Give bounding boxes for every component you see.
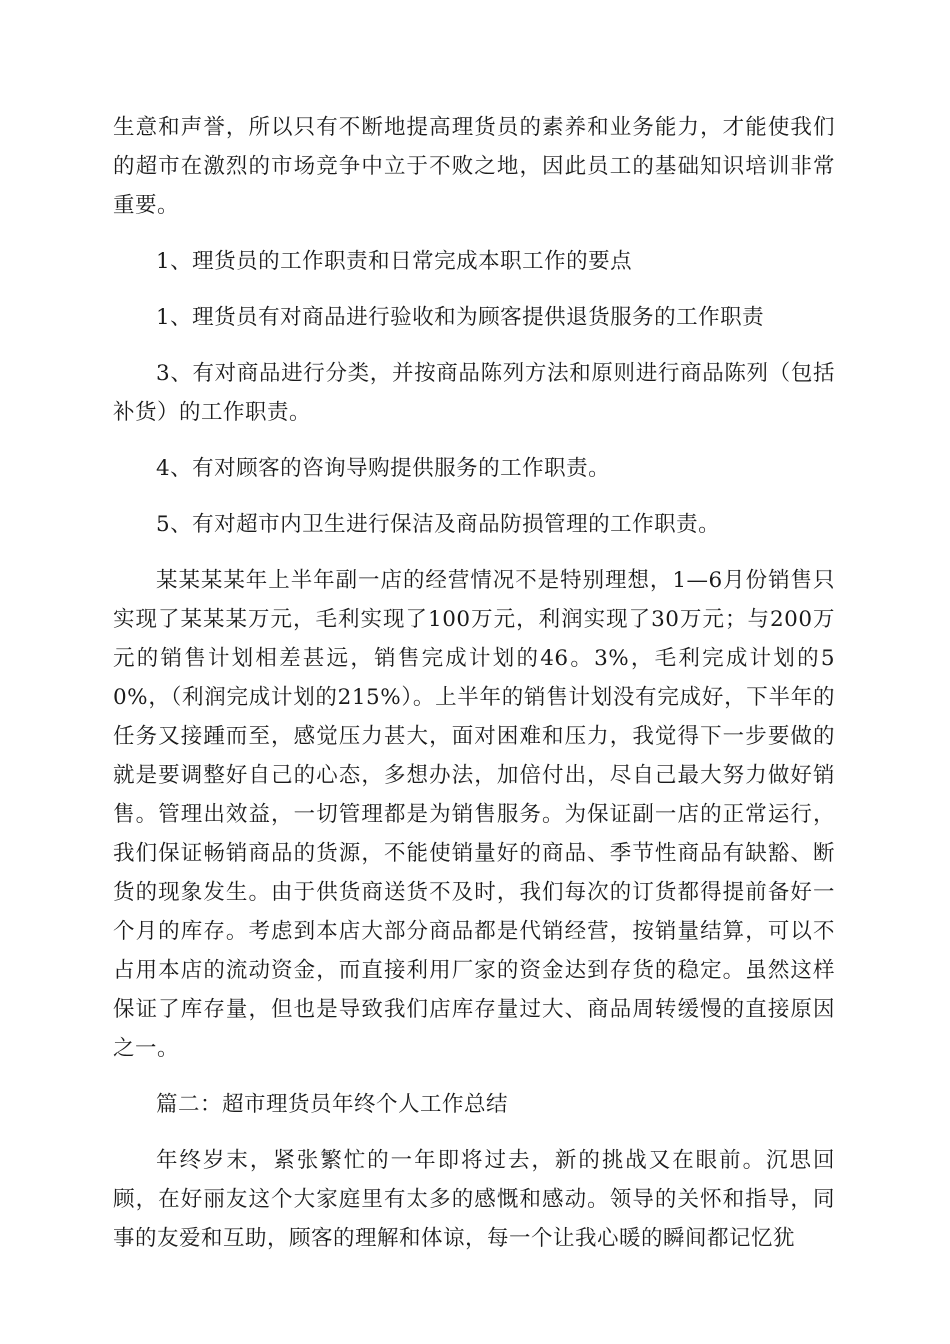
- paragraph-section-heading-duties: 1、理货员的工作职责和日常完成本职工作的要点: [156, 249, 633, 274]
- paragraph-duty-4: 4、有对顾客的咨询导购提供服务的工作职责。: [156, 456, 611, 481]
- paragraph-intro-continuation: 生意和声誉，所以只有不断地提高理货员的素养和业务能力，才能使我们的超市在激烈的市场竞争中立于不败之地，因此员工的基础知识培训非常重要。: [113, 115, 835, 218]
- paragraph-sales-summary: 某某某某年上半年副一店的经营情况不是特别理想，1—6月份销售只实现了某某某万元，毛利实现了100万元，利润实现了30万元；与200万元的销售计划相差甚远，销售完成计划的46。3%，毛利完成计划的50%，（利润完成计划的215%）。上半年的销售计划没有完成好，下半年的任务又接踵而至，感觉压力甚大，面对困难和压力，我觉得下一步要做的就是要调整好自己的心态，多想办法，加倍付出，尽自己最大努力做好销售。管理出效益，一切管理都是为销售服务。为保证副一店的正常运行，我们保证畅销商品的货源，不能使销量好的商品、季节性商品有缺豁、断货的现象发生。由于供货商送货不及时，我们每次的订货都得提前备好一个月的库存。考虑到本店大部分商品都是代销经营，按销量结算，可以不占用本店的流动资金，而直接利用厂家的资金达到存货的稳定。虽然这样保证了库存量，但也是导致我们店库存量过大、商品周转缓慢的直接原因之一。: [113, 568, 835, 1061]
- paragraph-duty-5: 5、有对超市内卫生进行保洁及商品防损管理的工作职责。: [156, 512, 721, 537]
- paragraph-duty-1: 1、理货员有对商品进行验收和为顾客提供退货服务的工作职责: [156, 305, 765, 330]
- paragraph-part-two-title: 篇二：超市理货员年终个人工作总结: [156, 1092, 509, 1117]
- document-page: [113, 108, 835, 1258]
- paragraph-year-end-intro: 年终岁末，紧张繁忙的一年即将过去，新的挑战又在眼前。沉思回顾，在好丽友这个大家庭里有太多的感慨和感动。领导的关怀和指导，同事的友爱和互助，顾客的理解和体谅，每一个让我心暖的瞬间都记忆犹: [113, 1148, 835, 1251]
- paragraph-duty-3: 3、有对商品进行分类，并按商品陈列方法和原则进行商品陈列（包括补货）的工作职责。: [113, 361, 835, 425]
